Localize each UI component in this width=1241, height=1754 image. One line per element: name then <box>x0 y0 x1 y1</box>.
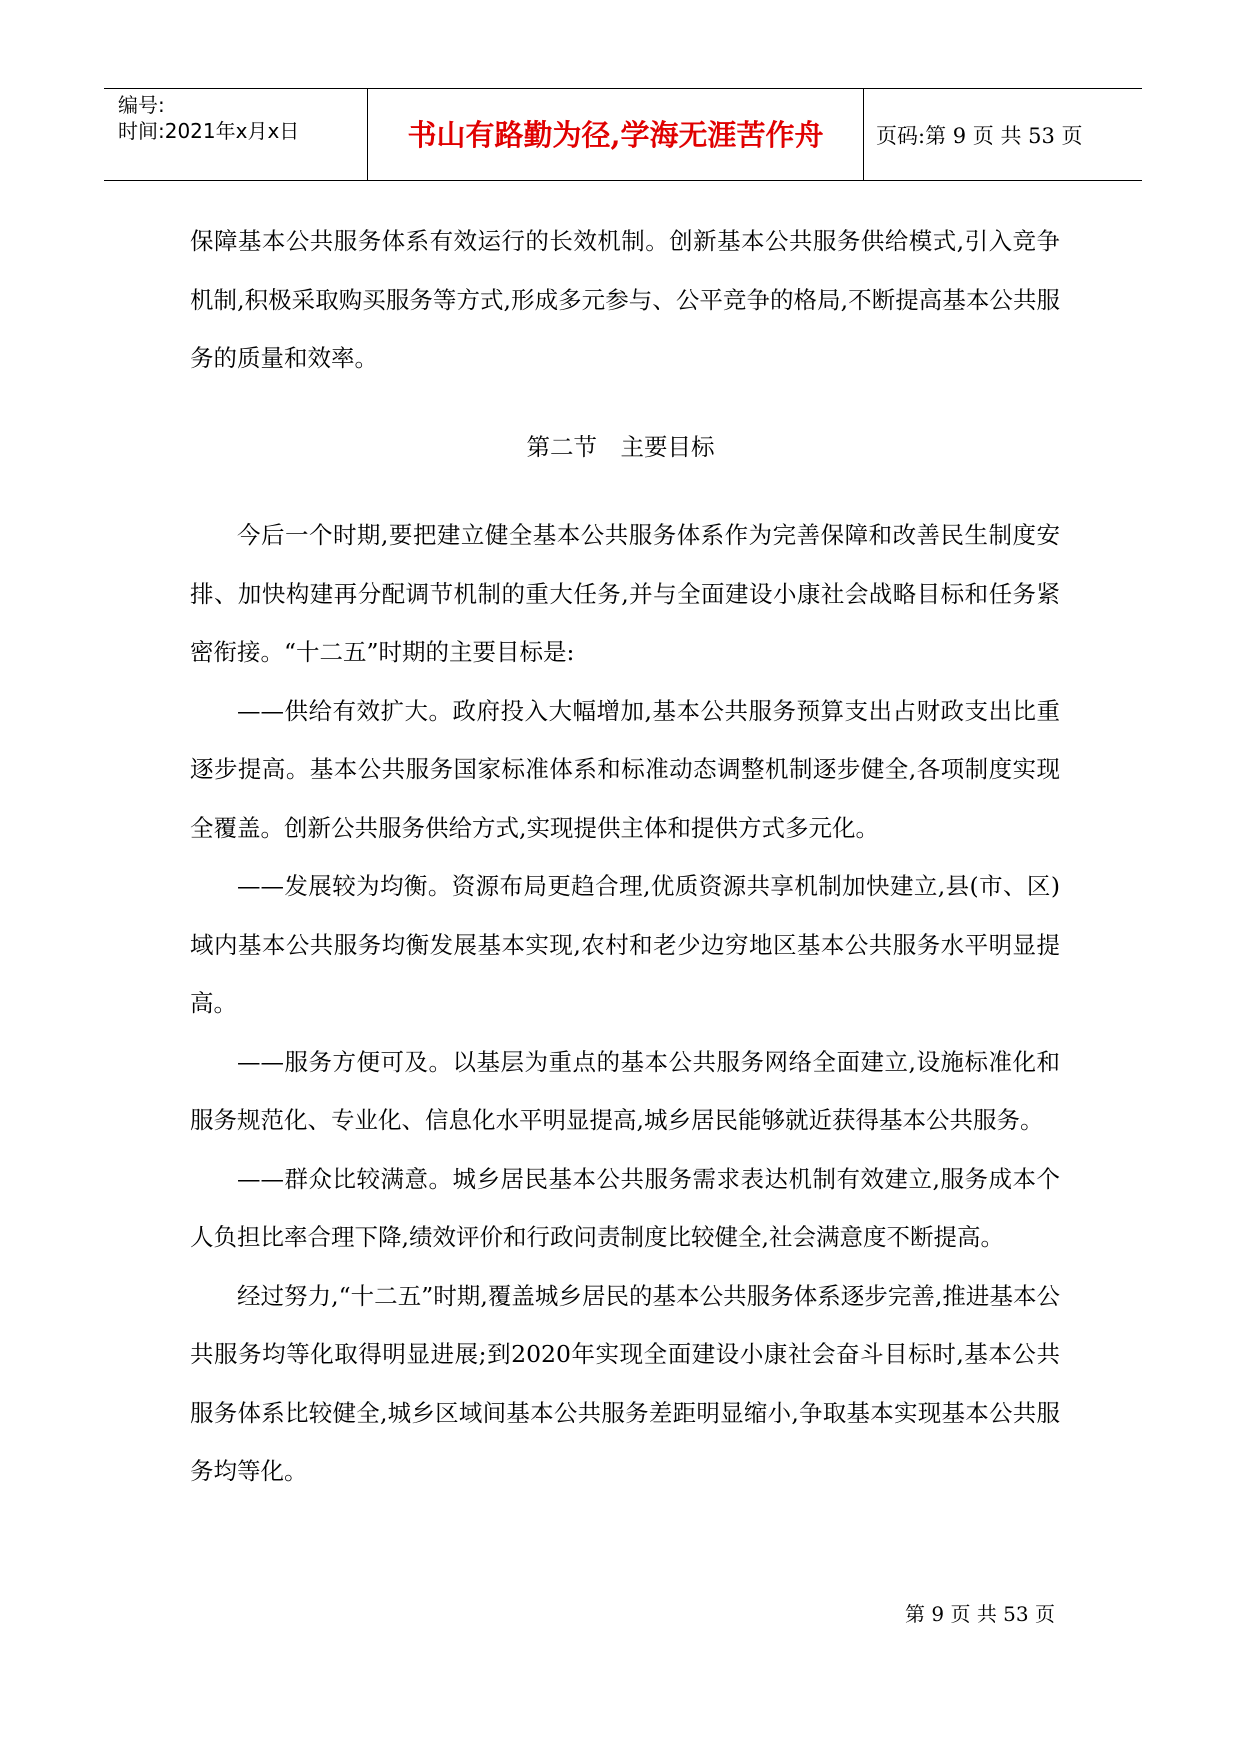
page-header <box>104 88 1142 181</box>
paragraph-goal-balance: ——发展较为均衡。资源布局更趋合理,优质资源共享机制加快建立,县(市、区)域内基本公共服务均衡发展基本实现,农村和老少边穷地区基本公共服务水平明显提高。 <box>190 872 1060 1017</box>
paragraph-goal-satisfaction: ——群众比较满意。城乡居民基本公共服务需求表达机制有效建立,服务成本个人负担比率合理下降,绩效评价和行政问责制度比较健全,社会满意度不断提高。 <box>190 1164 1060 1251</box>
continued-paragraph: 保障基本公共服务体系有效运行的长效机制。创新基本公共服务供给模式,引入竞争机制,积极采取购买服务等方式,形成多元参与、公平竞争的格局,不断提高基本公共服务的质量和效率。 <box>190 227 1060 372</box>
header-motto-cell <box>368 89 864 180</box>
header-page-cell <box>864 89 1142 180</box>
header-motto: 书山有路勤为径,学海无涯苦作舟 <box>407 118 824 152</box>
paragraph-goal-supply: ——供给有效扩大。政府投入大幅增加,基本公共服务预算支出占财政支出比重逐步提高。基本公共服务国家标准体系和标准动态调整机制逐步健全,各项制度实现全覆盖。创新公共服务供给方式,实现提供主体和提供方式多元化。 <box>190 696 1060 842</box>
page-footer: 第 9 页 共 53 页 <box>905 1602 1055 1626</box>
section-title: 第二节 主要目标 <box>526 433 715 461</box>
paragraph-conclusion: 经过努力,“十二五”时期,覆盖城乡居民的基本公共服务体系逐步完善,推进基本公共服务均等化取得明显进展;到2020年实现全面建设小康社会奋斗目标时,基本公共服务体系比较健全,城乡区域间基本公共服务差距明显缩小,争取基本实现基本公共服务均等化。 <box>190 1281 1060 1485</box>
main-text-block <box>190 506 1060 1501</box>
paragraph-intro: 今后一个时期,要把建立健全基本公共服务体系作为完善保障和改善民生制度安排、加快构建再分配调节机制的重大任务,并与全面建设小康社会战略目标和任务紧密衔接。“十二五”时期的主要目标是: <box>190 521 1060 666</box>
document-time-label: 时间:2021年x月x日 <box>118 119 300 143</box>
paragraph-goal-access: ——服务方便可及。以基层为重点的基本公共服务网络全面建立,设施标准化和服务规范化、专业化、信息化水平明显提高,城乡居民能够就近获得基本公共服务。 <box>190 1047 1060 1134</box>
document-number-label: 编号: <box>118 93 165 117</box>
continued-paragraph-block <box>190 212 1060 388</box>
header-page-number: 页码:第 9 页 共 53 页 <box>876 124 1083 148</box>
header-meta-cell <box>104 89 368 180</box>
